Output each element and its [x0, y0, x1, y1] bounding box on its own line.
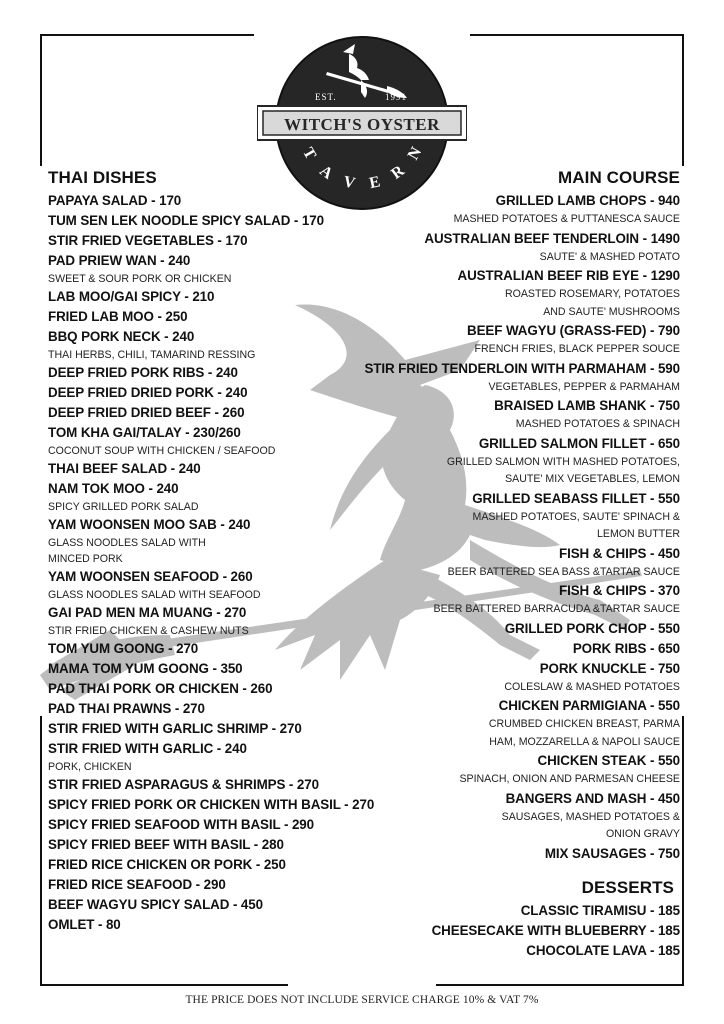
menu-item-description: GLASS NOODLES SALAD WITH SEAFOOD: [48, 589, 261, 601]
menu-item-name: MIX SAUSAGES - 750: [544, 845, 680, 861]
menu-item-name: CHICKEN PARMIGIANA - 550: [498, 698, 680, 713]
menu-item-description: ROASTED ROSEMARY, POTATOES: [504, 288, 680, 300]
menu-item-name: PAPAYA SALAD - 170: [48, 193, 182, 208]
menu-item-name: STIR FRIED WITH GARLIC SHRIMP - 270: [48, 721, 302, 736]
frame-top-right-h: [470, 34, 684, 36]
menu-item-name: DEEP FRIED PORK RIBS - 240: [48, 365, 238, 380]
menu-item-description: THAI HERBS, CHILI, TAMARIND RESSING: [48, 349, 256, 361]
menu-item-name: LAB MOO/GAI SPICY - 210: [48, 289, 215, 304]
menu-item-name: SPICY FRIED BEEF WITH BASIL - 280: [48, 837, 284, 852]
logo-subtitle-letter: V: [341, 173, 357, 193]
menu-item-name: STIR FRIED TENDERLOIN WITH PARMAHAM - 590: [364, 360, 680, 376]
menu-item-description: GRILLED SALMON WITH MASHED POTATOES,: [446, 455, 680, 468]
menu-item-name: TOM KHA GAI/TALAY - 230/260: [48, 425, 241, 440]
menu-item-name: DEEP FRIED DRIED BEEF - 260: [48, 405, 245, 420]
menu-item-name: STIR FRIED WITH GARLIC - 240: [48, 741, 247, 756]
menu-item-description: ONION GRAVY: [606, 828, 680, 840]
menu-item-description: CRUMBED CHICKEN BREAST, PARMA: [488, 718, 680, 730]
menu-item-description: MASHED POTATOES & SPINACH: [515, 418, 680, 430]
menu-item-name: BEEF WAGYU SPICY SALAD - 450: [48, 897, 263, 912]
menu-item-description: MASHED POTATOES & PUTTANESCA SAUCE: [453, 213, 680, 225]
logo-subtitle-letter: T: [298, 144, 320, 163]
menu-item-name: MAMA TOM YUM GOONG - 350: [48, 661, 243, 676]
logo-subtitle-letter: E: [367, 173, 382, 193]
menu-item-description: GLASS NOODLES SALAD WITH: [48, 537, 206, 549]
desserts-list: [320, 901, 680, 961]
menu-item-name: PAD PRIEW WAN - 240: [48, 253, 191, 268]
menu-item-name: CHEESECAKE WITH BLUEBERRY - 185: [431, 922, 680, 938]
menu-item-description: SAUSAGES, MASHED POTATOES &: [501, 810, 680, 823]
logo-subtitle-letter: N: [404, 144, 426, 163]
menu-item-name: BRAISED LAMB SHANK - 750: [494, 398, 680, 413]
menu-item-name: FRIED RICE CHICKEN OR PORK - 250: [48, 857, 286, 872]
logo-subtitle-letter: A: [316, 162, 336, 183]
menu-item-name: GRILLED SEABASS FILLET - 550: [472, 490, 680, 506]
menu-item-name: SPICY FRIED PORK OR CHICKEN WITH BASIL - 270: [48, 797, 375, 812]
price-disclaimer: THE PRICE DOES NOT INCLUDE SERVICE CHARGE 10% & VAT 7%: [185, 994, 539, 1006]
menu-item-name: TUM SEN LEK NOODLE SPICY SALAD - 170: [48, 213, 324, 228]
menu-item-description: COLESLAW & MASHED POTATOES: [504, 680, 680, 693]
menu-item-name: BANGERS AND MASH - 450: [505, 790, 680, 806]
logo-est-label: EST.: [315, 92, 337, 102]
menu-item-name: BBQ PORK NECK - 240: [48, 329, 195, 344]
menu-item-name: TOM YUM GOONG - 270: [48, 641, 199, 656]
menu-item-description: BEER BATTERED BARRACUDA &TARTAR SAUCE: [433, 603, 680, 615]
thai-dishes-title: THAI DISHES: [48, 168, 157, 187]
menu-item-name: PORK KNUCKLE - 750: [539, 660, 680, 676]
logo-name: WITCH'S OYSTER: [284, 115, 440, 134]
menu-item-name: AUSTRALIAN BEEF RIB EYE - 1290: [457, 268, 680, 283]
menu-item-name: STIR FRIED VEGETABLES - 170: [48, 233, 248, 248]
menu-item-name: YAM WOONSEN MOO SAB - 240: [48, 517, 251, 532]
frame-bottom-left-h: [40, 984, 288, 986]
menu-item-description: LEMON BUTTER: [597, 528, 680, 540]
menu-item-description: SWEET & SOUR PORK OR CHICKEN: [48, 273, 232, 285]
menu-item-description: HAM, MOZZARELLA & NAPOLI SAUCE: [489, 735, 680, 748]
menu-item-name: FISH & CHIPS - 370: [559, 583, 680, 598]
menu-item-name: GRILLED LAMB CHOPS - 940: [495, 193, 680, 208]
frame-top-left-h: [40, 34, 254, 36]
menu-item-name: FRIED RICE SEAFOOD - 290: [48, 877, 226, 892]
frame-bottom-left-v: [40, 716, 42, 986]
menu-item-name: CHICKEN STEAK - 550: [537, 753, 680, 768]
menu-item-description: SPICY GRILLED PORK SALAD: [48, 501, 199, 513]
main-course-list: [320, 191, 680, 864]
menu-item-description: FRENCH FRIES, BLACK PEPPER SOUCE: [474, 343, 680, 355]
menu-item-name: CHOCOLATE LAVA - 185: [526, 942, 680, 958]
main-course-title: MAIN COURSE: [558, 168, 680, 187]
desserts-title: DESSERTS: [581, 877, 674, 897]
menu-item-name: GRILLED SALMON FILLET - 650: [478, 435, 680, 451]
menu-item-name: NAM TOK MOO - 240: [48, 481, 179, 496]
menu-item-name: FISH & CHIPS - 450: [559, 545, 680, 561]
frame-top-left-v: [40, 34, 42, 166]
menu-item-description: SAUTE' MIX VEGETABLES, LEMON: [505, 473, 680, 485]
menu-item-description: SAUTE' & MASHED POTATO: [539, 250, 680, 263]
logo-year: 1991: [385, 92, 407, 102]
menu-item-name: BEEF WAGYU (GRASS-FED) - 790: [467, 323, 680, 338]
menu-item-description: AND SAUTE' MUSHROOMS: [543, 305, 680, 318]
menu-item-name: PORK RIBS - 650: [572, 640, 680, 656]
menu-item-name: PAD THAI PRAWNS - 270: [48, 701, 205, 716]
menu-item-description: SPINACH, ONION AND PARMESAN CHEESE: [459, 773, 680, 785]
main-course-section: [320, 168, 680, 961]
menu-item-name: AUSTRALIAN BEEF TENDERLOIN - 1490: [424, 230, 680, 246]
menu-item-name: SPICY FRIED SEAFOOD WITH BASIL - 290: [48, 817, 314, 832]
frame-bottom-right-h: [436, 984, 684, 986]
menu-item-description: COCONUT SOUP WITH CHICKEN / SEAFOOD: [48, 445, 276, 457]
logo-subtitle-letter: R: [388, 162, 408, 183]
menu-item-name: YAM WOONSEN SEAFOOD - 260: [48, 569, 253, 584]
menu-item-description: BEER BATTERED SEA BASS &TARTAR SAUCE: [447, 565, 680, 578]
menu-item-name: GRILLED PORK CHOP - 550: [504, 620, 680, 636]
menu-item-name: STIR FRIED ASPARAGUS & SHRIMPS - 270: [48, 777, 319, 792]
menu-item-name: GAI PAD MEN MA MUANG - 270: [48, 605, 247, 620]
frame-top-right-v: [682, 34, 684, 166]
menu-item-name: FRIED LAB MOO - 250: [48, 309, 188, 324]
menu-item-name: OMLET - 80: [48, 917, 121, 932]
frame-bottom-right-v: [682, 716, 684, 986]
menu-item-description: PORK, CHICKEN: [48, 761, 132, 773]
menu-item-description: VEGETABLES, PEPPER & PARMAHAM: [488, 380, 680, 393]
menu-item-name: THAI BEEF SALAD - 240: [48, 461, 201, 476]
menu-item-name: DEEP FRIED DRIED PORK - 240: [48, 385, 248, 400]
menu-item-name: PAD THAI PORK OR CHICKEN - 260: [48, 681, 273, 696]
menu-item-description: MASHED POTATOES, SAUTE' SPINACH &: [472, 510, 680, 523]
menu-item-description: STIR FRIED CHICKEN & CASHEW NUTS: [48, 625, 249, 637]
menu-item-description: MINCED PORK: [48, 553, 123, 565]
menu-item-name: CLASSIC TIRAMISU - 185: [520, 902, 680, 918]
